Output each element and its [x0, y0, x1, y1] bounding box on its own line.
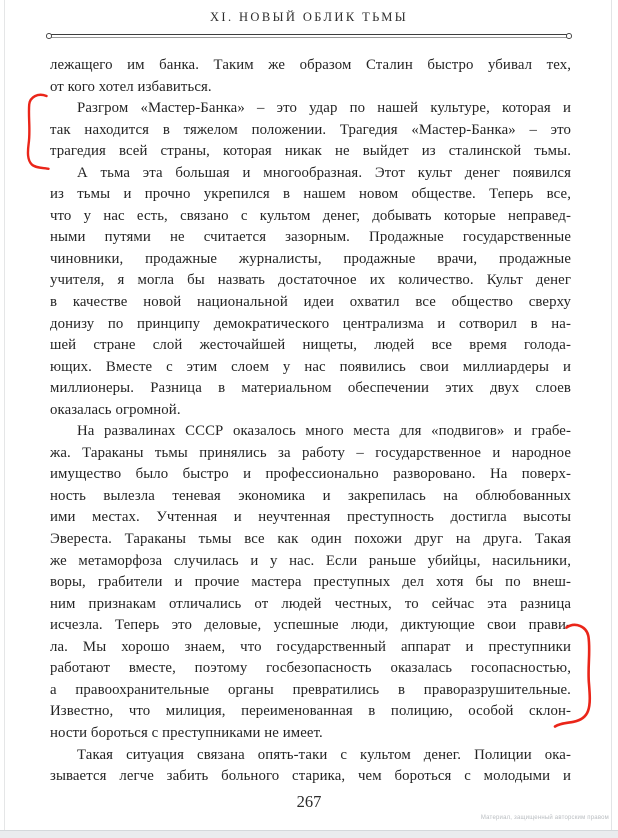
page-number: 267 — [296, 792, 322, 811]
text-block — [50, 55, 571, 788]
text-line: оказалась огромной. — [50, 401, 181, 418]
text-line: учителя, я могла бы назвать достаточное их количество. Культ денег — [50, 272, 571, 289]
copyright-watermark: Материал, защищенный авторским правом — [480, 815, 609, 821]
paragraph — [50, 163, 571, 422]
text-line: а правоохранительные органы превратились в праворазрушительные. — [50, 681, 571, 698]
text-line: так находится в тяжелом положении. Трагедия «Мастер-Банка» – это — [50, 121, 571, 138]
chapter-header: XI. НОВЫЙ ОБЛИК ТЬМЫ — [209, 10, 409, 24]
text-line: трагедия всей страны, которая никак не выйдет из сталинской тьмы. — [50, 143, 571, 160]
text-line: же метаморфоза случилась и у нас. Если раньше убийцы, насильники, — [50, 552, 571, 569]
red-bracket-left-icon — [28, 95, 49, 169]
text-line: ность вылезла теневая экономика и закрепилась на облюбованных — [50, 487, 571, 504]
page-edge-left — [4, 0, 5, 830]
text-line: ла. Мы хорошо знаем, что государственный аппарат и преступники — [50, 638, 571, 655]
text-line: лежащего им банка. Таким же образом Сталин быстро убивал тех, — [50, 57, 571, 73]
text-line: имущество было быстро и профессионально разворовано. На поверх- — [50, 466, 571, 483]
paragraph — [50, 55, 571, 98]
text-line: от кого хотел избавиться. — [50, 78, 212, 95]
paragraph — [50, 421, 571, 744]
text-line: Разгром «Мастер-Банка» – это удар по нашей культуре, которая и — [77, 100, 571, 117]
text-line: из тьмы и прочно укрепился в нашем новом обществе. Теперь все, — [50, 186, 571, 203]
text-line: в качестве новой национальной идеи охватил все общество сверху — [50, 294, 571, 311]
text-line: А тьма эта большая и многообразная. Этот культ денег появился — [77, 164, 571, 181]
text-line: что у нас есть, связано с культом денег, добывать которые неправед- — [50, 207, 571, 224]
text-line: исчезла. Теперь это деловые, успешные люди, диктующие свои прави- — [50, 617, 571, 634]
text-line: Такая ситуация связана опять-таки с культом денег. Полиции ока- — [77, 746, 571, 763]
text-line: жа. Тараканы тьмы принялись за работу – государственное и народное — [50, 444, 571, 461]
text-line: донизу по принципу демократического централизма и сотворил в на- — [50, 315, 571, 332]
text-line: воры, грабители и прочие мастера преступных дел хотя бы по внеш- — [50, 574, 571, 591]
text-line: ности бороться с преступниками не имеет. — [50, 724, 323, 741]
page-bottom-edge — [0, 830, 618, 838]
paragraph — [50, 98, 571, 163]
text-line: ним признакам отличались от людей честных, то сейчас эта разница — [50, 595, 571, 612]
text-line: Известно, что милиция, переименованная в полицию, особой склон- — [50, 703, 571, 720]
text-line: ими местах. Учтенная и неучтенная преступность достигла высоты — [50, 509, 571, 526]
text-line: На развалинах СССР оказалось много места для «подвигов» и грабе- — [77, 423, 571, 440]
text-line: Эвереста. Тараканы тьмы все как один похожи друг на друга. Такая — [50, 531, 571, 548]
chapter-rule-divider — [51, 34, 567, 38]
text-line: ющих. Вместе с этим слоем у нас появились свои миллиардеры и — [50, 358, 571, 375]
paragraph — [50, 745, 571, 788]
text-line: зывается легче забить больного старика, чем бороться с молодыми и — [50, 768, 571, 785]
text-line: шей стране слой жесточайшей нищеты, людей все время голода- — [50, 337, 571, 354]
text-line: ными путями не считается зазорным. Продажные государственные — [50, 229, 571, 246]
page-edge-right — [611, 0, 612, 830]
text-line: чиновники, продажные журналисты, продажные врачи, продажные — [50, 250, 571, 267]
text-line: миллионеры. Разница в материальном обеспечении этих двух слоев — [50, 380, 571, 397]
text-line: работают вместе, поэтому госбезопасность оказалась госопасностью, — [50, 660, 571, 677]
